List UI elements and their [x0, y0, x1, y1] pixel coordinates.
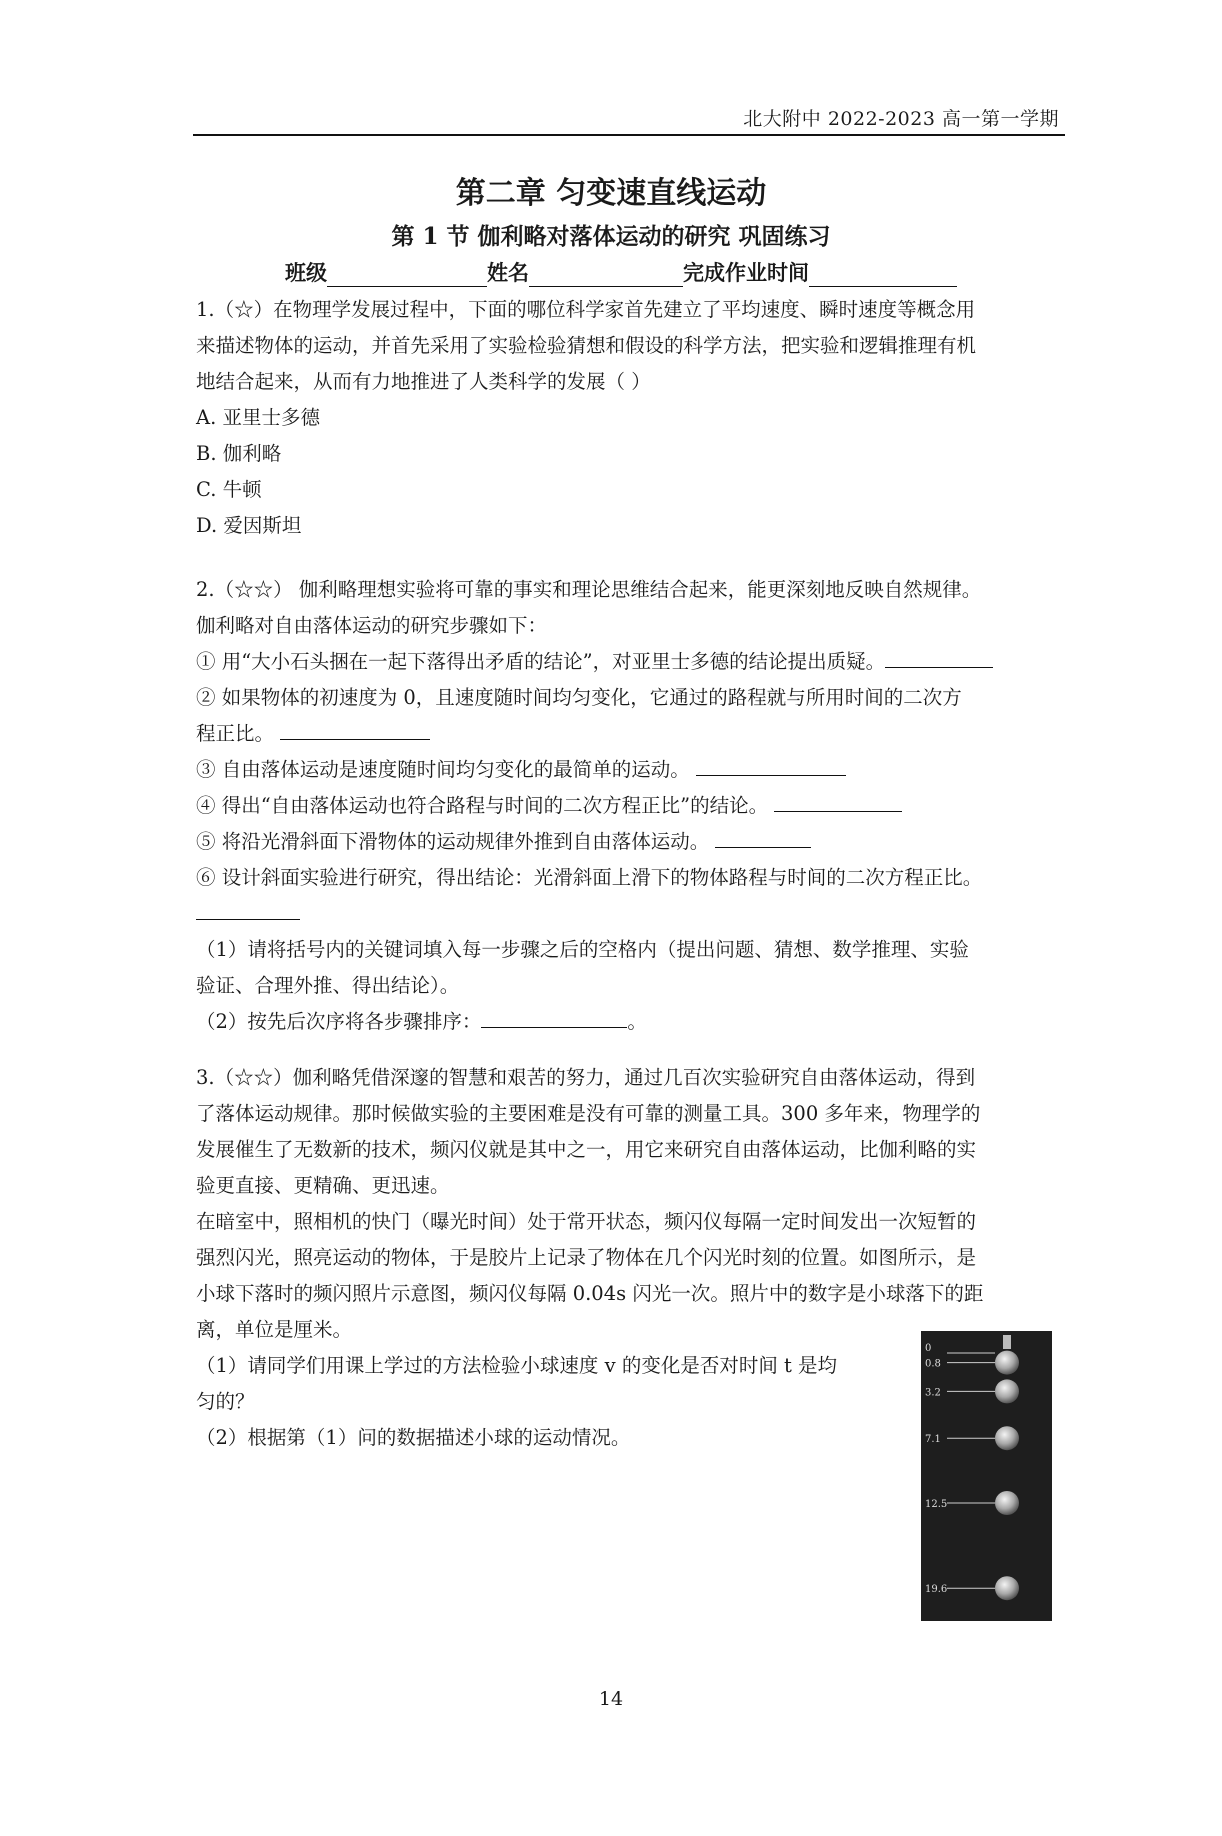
q2-intro-line: 2.（☆☆） 伽利略理想实验将可靠的事实和理论思维结合起来，能更深刻地反映自然规律。: [196, 578, 982, 601]
distance-label: 19.6: [925, 1584, 948, 1596]
q2-step-2: ② 如果物体的初速度为 0，且速度随时间均匀变化，它通过的路程就与所用时间的二次方: [196, 686, 962, 709]
q3-line: 发展催生了无数新的技术，频闪仪就是其中之一，用它来研究自由落体运动，比伽利略的实: [196, 1138, 977, 1161]
time-blank: [809, 266, 957, 287]
q3-line: 离，单位是厘米。: [196, 1318, 353, 1341]
step-text: ③ 自由落体运动是速度随时间均匀变化的最简单的运动。: [196, 758, 690, 781]
class-blank: [327, 266, 487, 287]
distance-label: 7.1: [925, 1434, 941, 1446]
page-header: [193, 98, 1065, 136]
answer-blank: [696, 753, 846, 776]
strobe-photo: [921, 1331, 1052, 1621]
answer-blank: [481, 1005, 627, 1028]
q2-step-1: [196, 644, 1062, 680]
q2-step-3: [196, 752, 1062, 788]
step-text: ④ 得出“自由落体运动也符合路程与时间的二次方程正比”的结论。: [196, 794, 769, 817]
strobe-photo-svg: [921, 1331, 1052, 1621]
student-info-line: [285, 257, 957, 287]
q3-line: 3.（☆☆）伽利略凭借深邃的智慧和艰苦的努力，通过几百次实验研究自由落体运动，得到: [196, 1066, 976, 1089]
answer-blank: [774, 789, 902, 812]
ball-image: [995, 1576, 1019, 1600]
ball-image: [995, 1426, 1019, 1450]
q1-line: 来描述物体的运动，并首先采用了实验检验猜想和假设的科学方法，把实验和逻辑推理有机: [196, 334, 977, 357]
q3-line: 强烈闪光，照亮运动的物体，于是胶片上记录了物体在几个闪光时刻的位置。如图所示，是: [196, 1246, 977, 1269]
q3-line: 了落体运动规律。那时候做实验的主要困难是没有可靠的测量工具。300 多年来，物理学的: [196, 1102, 981, 1125]
step-text: ① 用“大小石头捆在一起下落得出矛盾的结论”，对亚里士多德的结论提出质疑。: [196, 650, 886, 673]
chapter-title: 第二章 匀变速直线运动: [455, 176, 767, 211]
q3-line: 在暗室中，照相机的快门（曝光时间）处于常开状态，频闪仪每隔一定时间发出一次短暂的: [196, 1210, 977, 1233]
q1-line: 地结合起来，从而有力地推进了人类科学的发展（ ）: [196, 370, 651, 393]
q2-step-4: [196, 788, 1062, 824]
step-text: 程正比。: [196, 722, 275, 745]
q1-line: 1.（☆）在物理学发展过程中，下面的哪位科学家首先建立了平均速度、瞬时速度等概念用: [196, 298, 976, 321]
class-label: 班级: [285, 260, 327, 285]
answer-blank: [196, 897, 300, 920]
q2-sub-2: [196, 1004, 1062, 1040]
q2-step-5: [196, 824, 1062, 860]
section-title: 第 1 节 伽利略对落体运动的研究 巩固练习: [391, 223, 831, 250]
distance-label: 0.8: [925, 1358, 941, 1370]
option-b: B. 伽利略: [196, 442, 282, 465]
distance-label: 3.2: [925, 1387, 941, 1399]
name-blank: [529, 266, 683, 287]
distance-label: 0: [925, 1343, 932, 1354]
header-text: 北大附中 2022-2023 高一第一学期: [743, 108, 1059, 130]
answer-blank: [280, 717, 430, 740]
q3-sub-1: （1）请同学们用课上学过的方法检验小球速度 v 的变化是否对时间 t 是均: [196, 1354, 838, 1377]
name-label: 姓名: [487, 260, 529, 285]
q3-line: 小球下落时的频闪照片示意图，频闪仪每隔 0.04s 闪光一次。照片中的数字是小球落下的距: [196, 1282, 984, 1305]
answer-blank: [715, 825, 811, 848]
option-c: C. 牛顿: [196, 478, 262, 501]
question-2: [196, 572, 1062, 1040]
ball-holder: [1003, 1335, 1011, 1349]
ball-image: [995, 1491, 1019, 1515]
distance-label: 12.5: [925, 1499, 948, 1510]
step-text: ⑤ 将沿光滑斜面下滑物体的运动规律外推到自由落体运动。: [196, 830, 710, 853]
answer-blank: [885, 645, 993, 668]
option-a: A. 亚里士多德: [196, 406, 320, 429]
q2-sub-1-cont: 验证、合理外推、得出结论）。: [196, 974, 460, 997]
q2-step-6: ⑥ 设计斜面实验进行研究，得出结论：光滑斜面上滑下的物体路程与时间的二次方程正比。: [196, 866, 983, 889]
q3-sub-2: （2）根据第（1）问的数据描述小球的运动情况。: [196, 1426, 631, 1449]
q2-step-6-blank: [196, 896, 1062, 932]
q2-step-2-cont: [196, 716, 1062, 752]
q3-line: 验更直接、更精确、更迅速。: [196, 1174, 450, 1197]
q2-intro-line: 伽利略对自由落体运动的研究步骤如下：: [196, 614, 548, 637]
q3-sub-1-cont: 匀的？: [196, 1390, 255, 1413]
ball-image: [995, 1379, 1019, 1403]
question-1: [196, 292, 1062, 544]
option-d: D. 爱因斯坦: [196, 514, 302, 537]
page-number: 14: [598, 1688, 624, 1710]
q2-sub-1: （1）请将括号内的关键词填入每一步骤之后的空格内（提出问题、猜想、数学推理、实验: [196, 938, 969, 961]
time-label: 完成作业时间: [683, 260, 809, 285]
ball-image: [995, 1351, 1019, 1375]
period: 。: [627, 1010, 647, 1033]
sub-text: （2）按先后次序将各步骤排序：: [196, 1010, 482, 1033]
